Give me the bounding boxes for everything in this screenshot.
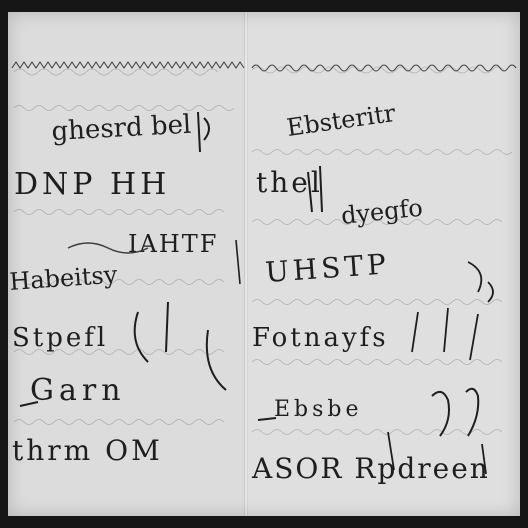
left-line-7: thrm OM [12,434,163,467]
handwriting-layer [8,12,520,516]
right-line-6: Ebsbe [274,397,363,422]
right-stroke-3 [412,308,478,360]
right-line-2: thel [256,166,323,199]
right-line-4: UHSTP [264,247,391,289]
left-line-4: Habeitsy [8,260,119,296]
right-line-5: Fotnayfs [252,323,389,353]
left-stroke-1 [198,112,209,152]
left-stroke-3 [135,302,168,362]
left-line-3: IAHTF [128,230,219,258]
right-stroke-4 [432,392,449,436]
left-stroke-4 [207,330,226,390]
right-line-3: dyegfo [339,193,425,230]
left-line-5: Stpefl [12,323,109,353]
left-line-6: Garn [30,373,126,408]
left-line-1: ghesrd bel [50,109,192,147]
left-page-handwriting [8,110,240,467]
right-line-1: Ebsteritr [284,99,398,142]
left-stroke-2 [236,240,240,284]
right-stroke-2 [468,262,493,302]
notebook-spread [8,12,520,516]
left-line-2: DNP HH [14,167,171,202]
right-stroke-5 [466,389,478,436]
right-line-7: ASOR Rpdreen [252,452,490,485]
right-page-handwriting [251,99,493,485]
